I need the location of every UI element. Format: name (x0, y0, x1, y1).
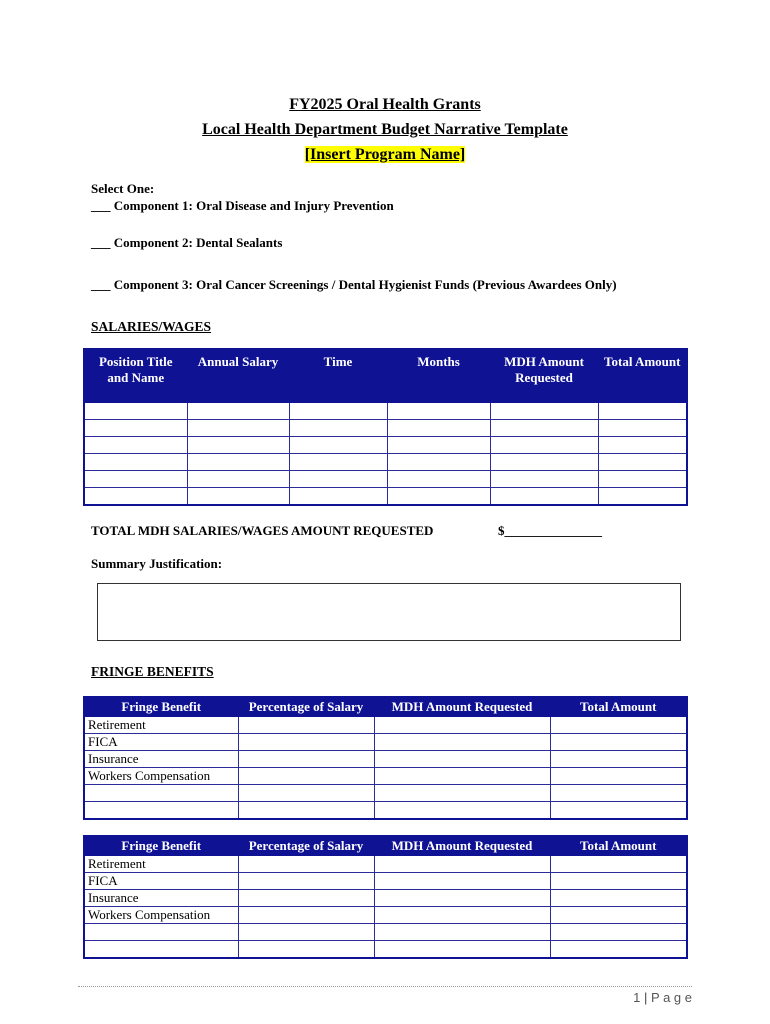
table-row (84, 487, 687, 505)
table-cell[interactable] (387, 419, 490, 436)
table-cell[interactable] (84, 419, 187, 436)
fringe-row-label: Retirement (84, 856, 238, 873)
page-number: 1 (633, 990, 641, 1005)
table-row (84, 941, 687, 959)
table-cell[interactable] (187, 402, 289, 419)
table-cell[interactable] (84, 487, 187, 505)
table-cell[interactable] (387, 470, 490, 487)
col-percentage-salary: Percentage of Salary (238, 697, 374, 717)
table-row (84, 785, 687, 802)
table-cell[interactable] (550, 924, 687, 941)
table-row (84, 453, 687, 470)
table-cell[interactable] (387, 436, 490, 453)
table-cell[interactable] (490, 453, 598, 470)
table-cell[interactable] (289, 436, 387, 453)
fringe-row-label: Workers Compensation (84, 907, 238, 924)
table-row (84, 470, 687, 487)
col-position-title: Position Title and Name (84, 349, 187, 402)
col-total-amount: Total Amount (550, 836, 687, 856)
table-cell[interactable] (374, 751, 550, 768)
table-row (84, 436, 687, 453)
table-cell[interactable] (289, 419, 387, 436)
table-cell[interactable] (374, 785, 550, 802)
table-cell[interactable] (238, 924, 374, 941)
table-cell[interactable] (84, 436, 187, 453)
table-cell[interactable] (598, 487, 687, 505)
table-row (84, 890, 687, 907)
table-cell[interactable] (550, 856, 687, 873)
table-cell[interactable] (550, 768, 687, 785)
table-cell[interactable] (187, 470, 289, 487)
fringe-row-label: FICA (84, 734, 238, 751)
table-cell[interactable] (374, 890, 550, 907)
table-cell[interactable] (374, 802, 550, 820)
table-cell[interactable] (238, 941, 374, 959)
table-cell[interactable] (387, 402, 490, 419)
table-row (84, 734, 687, 751)
table-row (84, 402, 687, 419)
table-cell[interactable] (598, 419, 687, 436)
table-row (84, 717, 687, 734)
fringe-row-label[interactable] (84, 802, 238, 820)
table-cell[interactable] (387, 453, 490, 470)
table-cell[interactable] (598, 436, 687, 453)
salaries-heading: SALARIES/WAGES (91, 319, 212, 334)
fringe-row-label: Workers Compensation (84, 768, 238, 785)
table-cell[interactable] (550, 785, 687, 802)
table-cell[interactable] (598, 453, 687, 470)
program-name-text: [Insert Program Name] (304, 146, 466, 163)
page-label: P a g e (651, 990, 692, 1005)
table-cell[interactable] (598, 402, 687, 419)
footer-divider (78, 986, 692, 987)
table-cell[interactable] (374, 856, 550, 873)
summary-justification-box[interactable] (97, 583, 681, 641)
program-name-placeholder[interactable] (0, 146, 770, 164)
table-row (84, 907, 687, 924)
fringe-table-1 (83, 696, 688, 820)
table-cell[interactable] (238, 734, 374, 751)
page-separator: | (644, 990, 648, 1005)
component-option-1[interactable]: ___ Component 1: Oral Disease and Injury Prevention (91, 198, 394, 213)
table-cell[interactable] (387, 487, 490, 505)
table-cell[interactable] (289, 487, 387, 505)
salaries-table (83, 348, 688, 506)
table-cell[interactable] (84, 402, 187, 419)
col-time: Time (289, 349, 387, 402)
table-cell[interactable] (238, 768, 374, 785)
table-cell[interactable] (374, 941, 550, 959)
fringe-row-label: Insurance (84, 890, 238, 907)
summary-justification-label: Summary Justification: (91, 556, 223, 571)
table-cell[interactable] (238, 717, 374, 734)
table-cell[interactable] (374, 907, 550, 924)
table-cell[interactable] (238, 785, 374, 802)
table-cell[interactable] (84, 470, 187, 487)
table-cell[interactable] (238, 873, 374, 890)
table-cell[interactable] (550, 751, 687, 768)
table-cell[interactable] (490, 419, 598, 436)
table-cell[interactable] (289, 470, 387, 487)
table-cell[interactable] (238, 907, 374, 924)
table-row (84, 419, 687, 436)
fringe-row-label: Insurance (84, 751, 238, 768)
fringe-row-label[interactable] (84, 924, 238, 941)
table-cell[interactable] (550, 873, 687, 890)
table-cell[interactable] (598, 470, 687, 487)
fringe-table-2 (83, 835, 688, 959)
table-cell[interactable] (490, 436, 598, 453)
col-total-amount: Total Amount (598, 349, 687, 402)
table-cell[interactable] (550, 734, 687, 751)
col-total-amount: Total Amount (550, 697, 687, 717)
table-row (84, 924, 687, 941)
page-footer (633, 990, 692, 1005)
table-cell[interactable] (84, 453, 187, 470)
table-cell[interactable] (550, 907, 687, 924)
table-cell[interactable] (550, 890, 687, 907)
fringe-heading: FRINGE BENEFITS (91, 664, 214, 679)
col-fringe-benefit: Fringe Benefit (84, 697, 238, 717)
table-cell[interactable] (374, 873, 550, 890)
document-subtitle: Local Health Department Budget Narrative Template (202, 121, 568, 138)
table-cell[interactable] (550, 802, 687, 820)
select-prompt: Select One: (91, 181, 155, 196)
fringe-row-label: FICA (84, 873, 238, 890)
table-cell[interactable] (187, 419, 289, 436)
col-fringe-benefit: Fringe Benefit (84, 836, 238, 856)
table-cell[interactable] (374, 717, 550, 734)
table-cell[interactable] (374, 768, 550, 785)
col-months: Months (387, 349, 490, 402)
table-row (84, 856, 687, 873)
table-cell[interactable] (187, 436, 289, 453)
table-cell[interactable] (289, 453, 387, 470)
fringe-row-label: Retirement (84, 717, 238, 734)
col-mdh-amount-requested: MDH Amount Requested (374, 697, 550, 717)
table-row (84, 873, 687, 890)
table-cell[interactable] (550, 941, 687, 959)
table-cell[interactable] (187, 453, 289, 470)
table-cell[interactable] (550, 717, 687, 734)
table-cell[interactable] (238, 751, 374, 768)
document-title: FY2025 Oral Health Grants (289, 96, 481, 113)
col-percentage-salary: Percentage of Salary (238, 836, 374, 856)
table-row (84, 802, 687, 820)
col-annual-salary: Annual Salary (187, 349, 289, 402)
table-cell[interactable] (238, 802, 374, 820)
table-cell[interactable] (238, 856, 374, 873)
table-cell[interactable] (238, 890, 374, 907)
table-cell[interactable] (374, 924, 550, 941)
col-mdh-amount-requested: MDH Amount Requested (374, 836, 550, 856)
component-option-3[interactable]: ___ Component 3: Oral Cancer Screenings / Dental Hygienist Funds (Previous Awardees Only) (91, 277, 617, 292)
table-cell[interactable] (289, 402, 387, 419)
component-option-2[interactable]: ___ Component 2: Dental Sealants (91, 235, 283, 250)
col-mdh-amount: MDH Amount Requested (490, 349, 598, 402)
table-cell[interactable] (490, 402, 598, 419)
salaries-total-value[interactable]: $_______________ (498, 523, 602, 538)
fringe-row-label[interactable] (84, 941, 238, 959)
table-row (84, 768, 687, 785)
table-cell[interactable] (187, 487, 289, 505)
table-cell[interactable] (374, 734, 550, 751)
table-cell[interactable] (490, 487, 598, 505)
fringe-row-label[interactable] (84, 785, 238, 802)
table-row (84, 751, 687, 768)
table-cell[interactable] (490, 470, 598, 487)
salaries-total-label: TOTAL MDH SALARIES/WAGES AMOUNT REQUESTED (91, 523, 434, 538)
